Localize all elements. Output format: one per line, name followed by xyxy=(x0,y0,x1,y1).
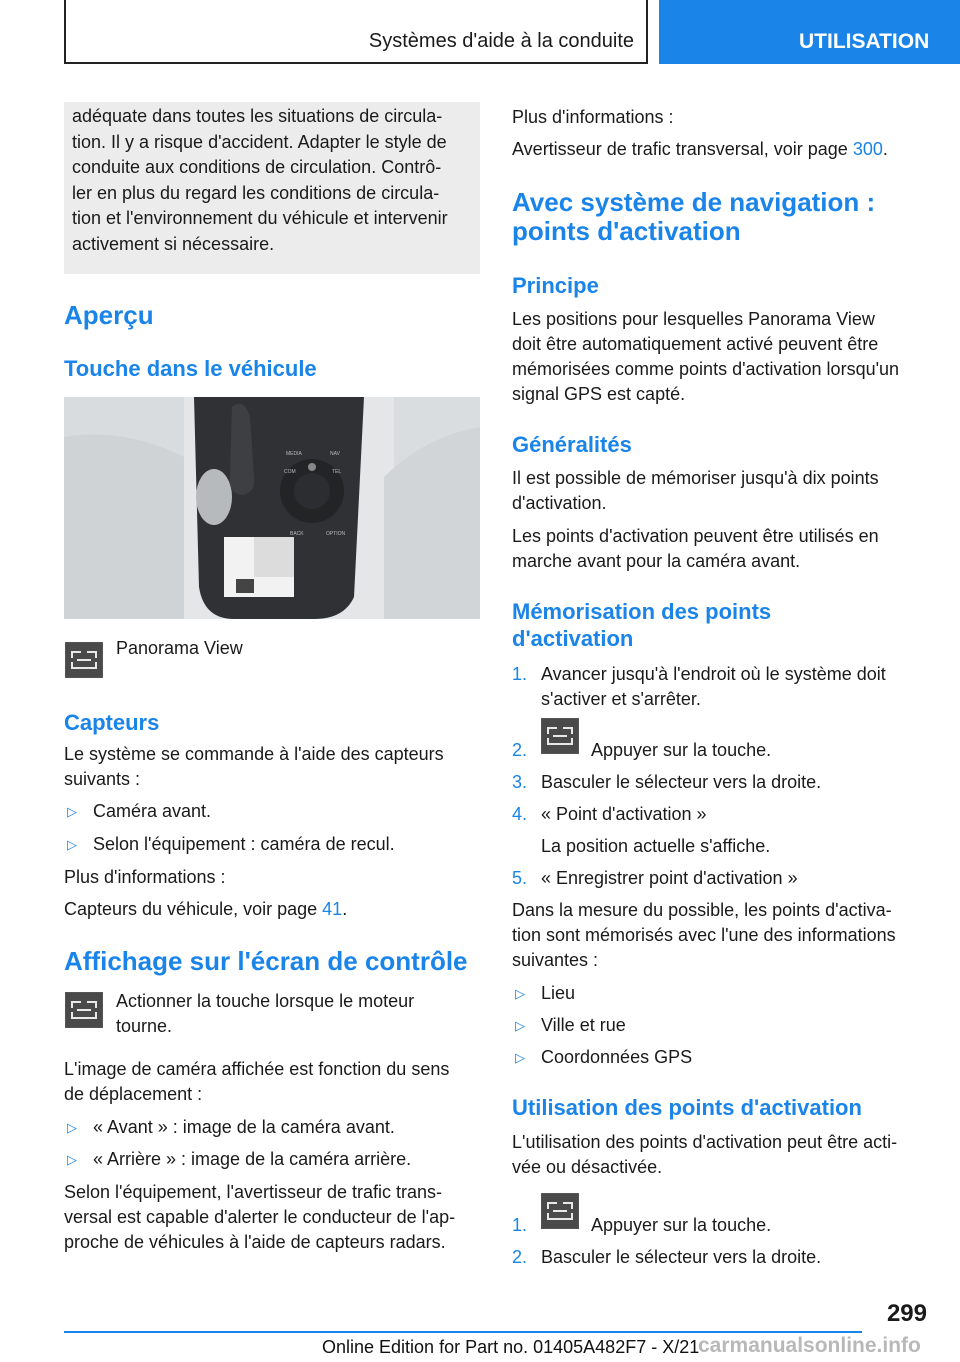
panorama-view-button-icon xyxy=(65,992,103,1028)
avertisseur-reference xyxy=(512,137,888,162)
mesure-item: Ville et rue xyxy=(541,1015,626,1035)
affichage-item: « Avant » : image de la caméra avant. xyxy=(93,1117,395,1137)
generalites-line: marche avant pour la caméra avant. xyxy=(512,551,801,571)
capteurs-reference xyxy=(64,897,347,922)
affichage-item: « Arrière » : image de la caméra arrière. xyxy=(93,1149,412,1169)
photo-label-option: OPTION xyxy=(326,531,346,537)
bullet-triangle-icon: ▷ xyxy=(67,837,77,852)
principe-line: signal GPS est capté. xyxy=(512,384,686,404)
photo-label-tel: TEL xyxy=(332,469,342,475)
warning-line: adéquate dans toutes les situations de circula- xyxy=(72,106,443,126)
capteurs-ref-text: Capteurs du véhicule, voir page xyxy=(64,899,323,919)
affichage-text-line: L'image de caméra affichée est fonction du sens xyxy=(64,1059,450,1079)
mesure-item: Coordonnées GPS xyxy=(541,1047,693,1067)
generalites-line: Il est possible de mémoriser jusqu'à dix points xyxy=(512,468,879,488)
panorama-view-label: Panorama View xyxy=(116,638,243,658)
capteurs-intro-line: Le système se commande à l'aide des capteurs xyxy=(64,744,444,764)
generalites-line: Les points d'activation peuvent être utilisés en xyxy=(512,526,879,546)
closing-line: versal est capable d'alerter le conducteur de l'ap- xyxy=(64,1207,456,1227)
step-number: 4. xyxy=(512,804,528,824)
console-photo xyxy=(64,397,480,619)
heading-generalites: Généralités xyxy=(512,432,632,457)
period: . xyxy=(342,899,348,919)
capteurs-page-link[interactable]: 41 xyxy=(322,899,343,919)
mesure-line: suivantes : xyxy=(512,950,599,970)
capteurs-intro-line: suivants : xyxy=(64,769,141,789)
period: . xyxy=(882,139,888,159)
warning-line: activement si nécessaire. xyxy=(72,233,275,254)
mesure-item: Lieu xyxy=(541,983,576,1003)
affichage-text-line: de déplacement : xyxy=(64,1084,203,1104)
more-info-label: Plus d'informations : xyxy=(512,107,674,127)
warning-line: ler en plus du regard les conditions de circula- xyxy=(72,182,440,203)
footer-edition: Online Edition for Part no. 01405A482F7 - X/21 xyxy=(322,1337,700,1357)
principe-line: doit être automatiquement activé peuvent être xyxy=(512,334,879,354)
step-number: 1. xyxy=(512,1215,528,1235)
closing-line: Selon l'équipement, l'avertisseur de trafic trans- xyxy=(64,1182,443,1202)
step-number: 5. xyxy=(512,868,528,888)
step-number: 1. xyxy=(512,664,528,684)
heading-apercu: Aperçu xyxy=(64,300,154,330)
step-text: Appuyer sur la touche. xyxy=(591,1215,772,1235)
bullet-triangle-icon: ▷ xyxy=(67,1152,77,1167)
step-text: Appuyer sur la touche. xyxy=(591,740,772,760)
panorama-view-button-icon xyxy=(65,642,103,678)
heading-navigation: Avec système de navigation : xyxy=(512,187,876,217)
panorama-view-button-icon xyxy=(541,1193,579,1229)
capteurs-item: Selon l'équipement : caméra de recul. xyxy=(93,834,395,854)
heading-affichage: Affichage sur l'écran de contrôle xyxy=(64,946,468,976)
avertisseur-ref-text: Avertisseur de trafic transversal, voir page xyxy=(512,139,853,159)
principe-line: mémorisées comme points d'activation lorsqu'un xyxy=(512,359,900,379)
warning-box xyxy=(64,102,480,274)
closing-line: proche de véhicules à l'aide de capteurs radars. xyxy=(64,1232,446,1252)
photo-label-com: COM xyxy=(284,469,296,475)
utilisation-line: vée ou désactivée. xyxy=(512,1157,663,1177)
page-number: 299 xyxy=(886,1300,927,1327)
affichage-action-line: Actionner la touche lorsque le moteur xyxy=(116,991,415,1011)
heading-touche: Touche dans le véhicule xyxy=(64,356,317,381)
step-text: s'activer et s'arrêter. xyxy=(541,689,701,709)
heading-utilisation: Utilisation des points d'activation xyxy=(512,1095,862,1120)
footer-divider xyxy=(64,1331,862,1333)
warning-line: tion et l'environnement du véhicule et intervenir xyxy=(72,208,448,228)
step-number: 3. xyxy=(512,772,528,792)
photo-label-media: MEDIA xyxy=(286,451,302,457)
bullet-triangle-icon: ▷ xyxy=(515,986,525,1001)
header-section-title: Systèmes d'aide à la conduite xyxy=(64,0,648,64)
step-text: « Enregistrer point d'activation » xyxy=(541,868,798,888)
bullet-triangle-icon: ▷ xyxy=(67,804,77,819)
capteurs-item: Caméra avant. xyxy=(93,801,212,821)
step-number: 2. xyxy=(512,740,528,760)
step-number: 2. xyxy=(512,1247,528,1267)
heading-memorisation-line2: d'activation xyxy=(512,626,634,651)
heading-memorisation: Mémorisation des points xyxy=(512,599,772,624)
utilisation-line: L'utilisation des points d'activation peut être acti- xyxy=(512,1132,898,1152)
mesure-line: tion sont mémorisés avec l'une des informations xyxy=(512,925,896,945)
bullet-triangle-icon: ▷ xyxy=(515,1018,525,1033)
affichage-action-line: tourne. xyxy=(116,1016,173,1036)
step-text: Basculer le sélecteur vers la droite. xyxy=(541,772,822,792)
warning-line: conduite aux conditions de circulation. Contrô- xyxy=(72,157,442,177)
heading-navigation-line2: points d'activation xyxy=(512,216,741,246)
heading-principe: Principe xyxy=(512,273,599,298)
photo-label-nav: NAV xyxy=(330,451,340,457)
header-chapter-tab[interactable]: UTILISATION xyxy=(659,0,960,64)
principe-line: Les positions pour lesquelles Panorama View xyxy=(512,309,875,329)
panorama-view-button-icon xyxy=(541,718,579,754)
more-info-label: Plus d'informations : xyxy=(64,867,226,887)
heading-capteurs: Capteurs xyxy=(64,710,160,735)
step-text: Basculer le sélecteur vers la droite. xyxy=(541,1247,822,1267)
step-text: Avancer jusqu'à l'endroit où le système doit xyxy=(541,664,886,684)
mesure-line: Dans la mesure du possible, les points d'activa- xyxy=(512,900,892,920)
step-text: La position actuelle s'affiche. xyxy=(541,836,771,856)
warning-line: tion. Il y a risque d'accident. Adapter le style de xyxy=(72,131,447,152)
step-text: « Point d'activation » xyxy=(541,804,707,824)
photo-label-back: BACK xyxy=(290,531,304,537)
generalites-line: d'activation. xyxy=(512,493,607,513)
avertisseur-page-link[interactable]: 300 xyxy=(852,139,883,159)
bullet-triangle-icon: ▷ xyxy=(515,1050,525,1065)
watermark: carmanualsonline.info xyxy=(698,1334,921,1357)
bullet-triangle-icon: ▷ xyxy=(67,1120,77,1135)
